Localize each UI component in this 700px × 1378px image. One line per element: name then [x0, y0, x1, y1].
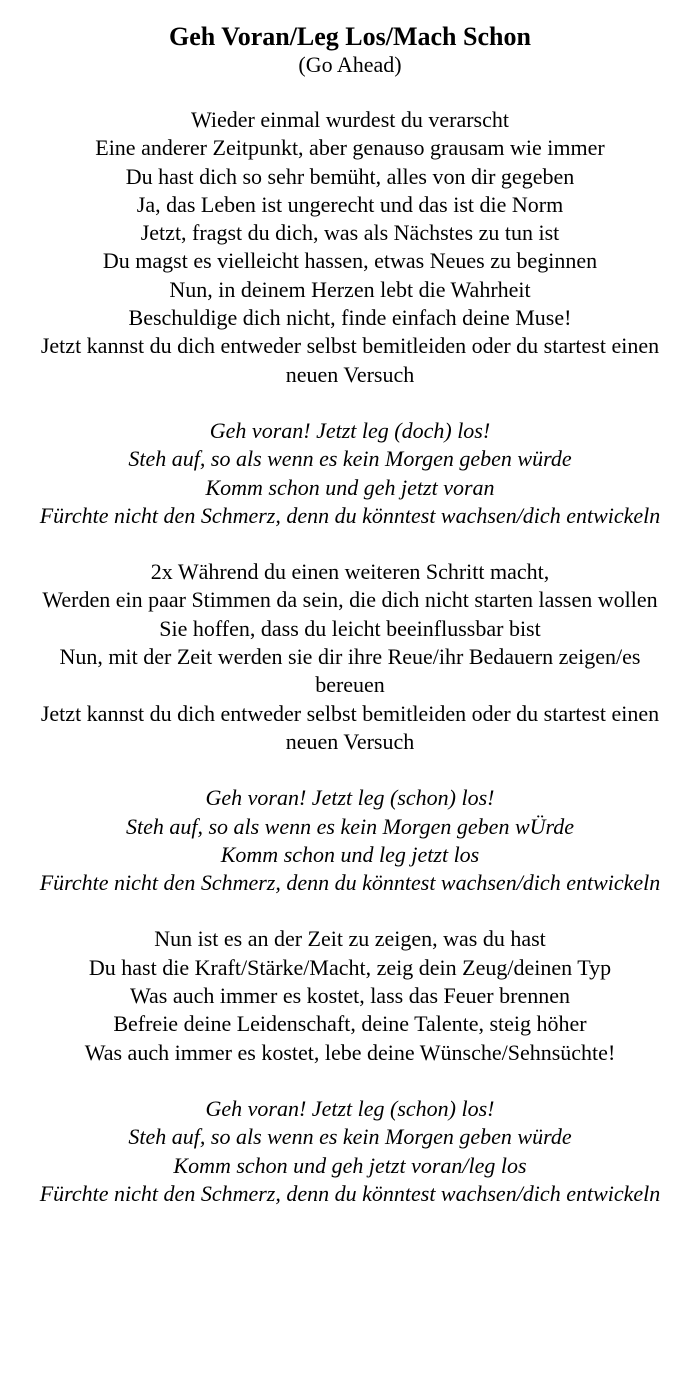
lyric-line: Werden ein paar Stimmen da sein, die dich nicht starten lassen wollen — [42, 587, 658, 613]
lyric-line: Du magst es vielleicht hassen, etwas Neues zu beginnen — [102, 248, 598, 274]
lyric-line: Fürchte nicht den Schmerz, denn du könntest wachsen/dich entwickeln — [39, 1180, 661, 1206]
song-subtitle: (Go Ahead) — [298, 52, 402, 77]
chorus-stanza — [30, 1095, 670, 1208]
lyric-line: Komm schon und geh jetzt voran/leg los — [173, 1152, 527, 1178]
lyric-line: Steh auf, so als wenn es kein Morgen geben wÜrde — [125, 813, 575, 839]
lyric-line: Jetzt, fragst du dich, was als Nächstes zu tun ist — [140, 220, 560, 246]
verse-stanza — [30, 106, 670, 389]
lyric-line: Nun, in deinem Herzen lebt die Wahrheit — [169, 276, 531, 302]
lyric-line: Wieder einmal wurdest du verarscht — [191, 107, 509, 132]
lyric-line: Fürchte nicht den Schmerz, denn du könntest wachsen/dich entwickeln — [39, 870, 661, 896]
lyric-line: Ja, das Leben ist ungerecht und das ist die Norm — [136, 191, 564, 217]
lyric-line: Geh voran! Jetzt leg (doch) los! — [209, 417, 491, 443]
lyric-line: Befreie deine Leidenschaft, deine Talente, steig höher — [113, 1011, 587, 1037]
lyric-line: Sie hoffen, dass du leicht beeinflussbar bist — [159, 615, 541, 641]
lyric-line: Geh voran! Jetzt leg (schon) los! — [205, 785, 495, 811]
chorus-stanza — [30, 784, 670, 897]
lyric-line: Du hast die Kraft/Stärke/Macht, zeig dein Zeug/deinen Typ — [88, 954, 612, 980]
lyric-line: Steh auf, so als wenn es kein Morgen geben würde — [128, 1124, 572, 1150]
lyric-line: Komm schon und leg jetzt los — [220, 841, 480, 867]
lyrics-body — [0, 106, 700, 1208]
lyric-line: Jetzt kannst du dich entweder selbst bemitleiden oder du startest einen neuen Versuch — [40, 333, 660, 387]
lyric-line: Jetzt kannst du dich entweder selbst bemitleiden oder du startest einen neuen Versuch — [40, 700, 660, 754]
song-title: Geh Voran/Leg Los/Mach Schon — [169, 22, 531, 51]
verse-stanza — [30, 925, 670, 1066]
lyric-line: Eine anderer Zeitpunkt, aber genauso grausam wie immer — [95, 135, 605, 161]
lyric-line: 2x Während du einen weiteren Schritt macht, — [150, 559, 550, 585]
lyric-line: Was auch immer es kostet, lass das Feuer brennen — [130, 983, 570, 1009]
lyric-line: Du hast dich so sehr bemüht, alles von dir gegeben — [125, 163, 575, 189]
lyric-line: Nun ist es an der Zeit zu zeigen, was du hast — [154, 926, 546, 952]
lyric-line: Geh voran! Jetzt leg (schon) los! — [205, 1095, 495, 1121]
lyric-line: Nun, mit der Zeit werden sie dir ihre Reue/ihr Bedauern zeigen/es bereuen — [59, 644, 641, 698]
chorus-stanza — [30, 417, 670, 530]
verse-stanza — [30, 558, 670, 756]
lyric-line: Steh auf, so als wenn es kein Morgen geben würde — [128, 446, 572, 472]
lyric-line: Komm schon und geh jetzt voran — [205, 474, 495, 500]
lyric-line: Fürchte nicht den Schmerz, denn du könntest wachsen/dich entwickeln — [39, 502, 661, 528]
lyric-line: Beschuldige dich nicht, finde einfach deine Muse! — [128, 305, 572, 331]
lyric-line: Was auch immer es kostet, lebe deine Wünsche/Sehnsüchte! — [84, 1039, 616, 1065]
